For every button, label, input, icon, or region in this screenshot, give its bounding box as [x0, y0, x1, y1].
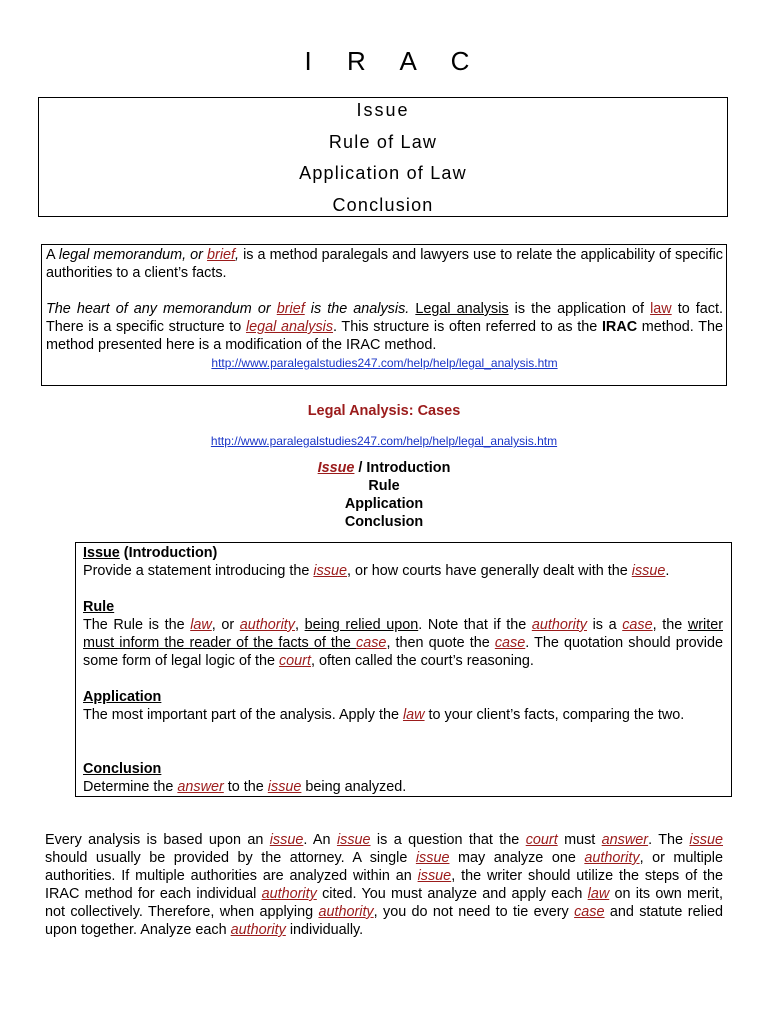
bottom-paragraph [45, 831, 723, 939]
term-answer[interactable]: answer [601, 832, 649, 848]
term-issue[interactable]: issue [336, 832, 371, 848]
term-case[interactable]: case [356, 635, 387, 651]
text: legal memorandum, or [58, 247, 208, 263]
irac-item-rule: Rule of Law [328, 131, 438, 152]
text: and statute relied upon together. Analyze each [45, 904, 723, 938]
irac-summary-box [38, 97, 728, 217]
intro-box [41, 244, 727, 386]
text: Determine the [83, 779, 178, 795]
intro-link[interactable]: http://www.paralegalstudies247.com/help/help/legal_analysis.htm [211, 356, 558, 370]
term-law[interactable]: law [650, 301, 672, 317]
text: may analyze one [449, 850, 585, 866]
text: . This structure is often referred to as the [333, 319, 602, 335]
term-law[interactable]: law [587, 886, 610, 902]
term-issue[interactable]: issue [267, 779, 302, 795]
term-brief[interactable]: brief [207, 247, 236, 263]
irac-item-conclusion: Conclusion [332, 194, 434, 215]
text: Legal analysis [415, 301, 509, 317]
application-heading: Application [83, 689, 162, 705]
term-issue[interactable]: issue [313, 563, 347, 579]
text: , [235, 247, 240, 263]
term-authority[interactable]: authority [318, 904, 374, 920]
text: Provide a statement introducing the [83, 563, 314, 579]
text: (Introduction) [119, 545, 218, 561]
term-answer[interactable]: answer [177, 779, 224, 795]
text: to your client’s facts, comparing the two. [424, 707, 685, 723]
text: being analyzed. [301, 779, 407, 795]
conclusion-section [83, 760, 723, 796]
issue-heading: Issue [83, 545, 120, 561]
term-issue[interactable]: issue [415, 850, 450, 866]
conclusion-heading: Conclusion [83, 761, 162, 777]
term-authority[interactable]: authority [239, 617, 295, 633]
text: individually. [285, 922, 364, 938]
term-issue[interactable]: issue [631, 563, 666, 579]
text: , the writer should utilize the steps of the IRAC method for each individual [45, 868, 723, 902]
text: writer must inform the reader of the facts of the [83, 617, 724, 651]
term-law[interactable]: law [402, 707, 425, 723]
text: is the analysis. [304, 301, 410, 317]
application-section [83, 688, 723, 724]
intro-paragraph-2 [46, 300, 723, 354]
text: , [294, 617, 305, 633]
rule-heading: Rule [83, 599, 115, 615]
term-case[interactable]: case [622, 617, 653, 633]
text: . An [303, 832, 337, 848]
term-legal-analysis[interactable]: legal analysis [245, 319, 334, 335]
text: , or [211, 617, 240, 633]
irac-item-issue: Issue [356, 100, 410, 120]
text: cited. You must analyze and apply each [316, 886, 588, 902]
text: , the [652, 617, 688, 633]
term-case[interactable]: case [574, 904, 605, 920]
text: . The quotation should provide some form of legal logic of the [83, 635, 723, 669]
term-authority[interactable]: authority [531, 617, 588, 633]
text: The heart of any memorandum or [46, 301, 277, 317]
page-title: I R A C [304, 46, 484, 76]
step-conclusion: Conclusion [344, 514, 424, 530]
text: is a method paralegals and lawyers use to relate the applicability of specific authorities to a client’s facts. [46, 247, 723, 281]
text: , then quote the [386, 635, 495, 651]
term-case[interactable]: case [494, 635, 526, 651]
term-court[interactable]: court [525, 832, 558, 848]
step-application: Application [344, 496, 424, 512]
cases-heading: Legal Analysis: Cases [307, 403, 461, 419]
text: . The [648, 832, 690, 848]
text: The most important part of the analysis. Apply the [83, 707, 403, 723]
term-authority[interactable]: authority [584, 850, 640, 866]
text: IRAC [601, 319, 638, 335]
text: is the application of [508, 301, 651, 317]
term-issue[interactable]: issue [689, 832, 723, 848]
text: to fact. There is a specific structure to [46, 301, 723, 335]
cases-link[interactable]: http://www.paralegalstudies247.com/help/help/legal_analysis.htm [210, 434, 558, 448]
rule-section [83, 598, 723, 670]
text: . [665, 563, 670, 579]
text: method. The method presented here is a modification of the IRAC method. [46, 319, 723, 353]
term-issue[interactable]: issue [269, 832, 304, 848]
issue-section [83, 544, 723, 580]
term-issue[interactable]: Issue [317, 460, 355, 476]
text: Every analysis is based upon an [45, 832, 270, 848]
text: to the [223, 779, 268, 795]
step-rule: Rule [368, 478, 400, 494]
text: , you do not need to tie every [373, 904, 575, 920]
step-issue [0, 459, 768, 477]
irac-steps-list [0, 459, 768, 531]
text: / Introduction [354, 460, 451, 476]
text: , or multiple authorities. If multiple authorities are analyzed within an [45, 850, 723, 884]
text: is a [587, 617, 623, 633]
text: . Note that if the [418, 617, 532, 633]
text: must [557, 832, 602, 848]
intro-paragraph-1 [46, 246, 723, 282]
term-authority[interactable]: authority [261, 886, 317, 902]
text: A [46, 247, 59, 263]
text: The Rule is the [83, 617, 191, 633]
term-law[interactable]: law [190, 617, 212, 633]
irac-item-application: Application of Law [299, 163, 467, 183]
term-authority[interactable]: authority [230, 922, 286, 938]
text: , often called the court’s reasoning. [310, 653, 534, 669]
term-issue[interactable]: issue [417, 868, 452, 884]
irac-detail-box [75, 542, 732, 797]
term-court[interactable]: court [278, 653, 311, 669]
text: being relied upon [304, 617, 419, 633]
term-brief[interactable]: brief [276, 301, 305, 317]
text: on its own merit, not collectively. Therefore, when applying [45, 886, 723, 920]
text: is a question that the [370, 832, 526, 848]
text: , or how courts have generally dealt with the [347, 563, 632, 579]
text: should usually be provided by the attorney. A single [45, 850, 416, 866]
